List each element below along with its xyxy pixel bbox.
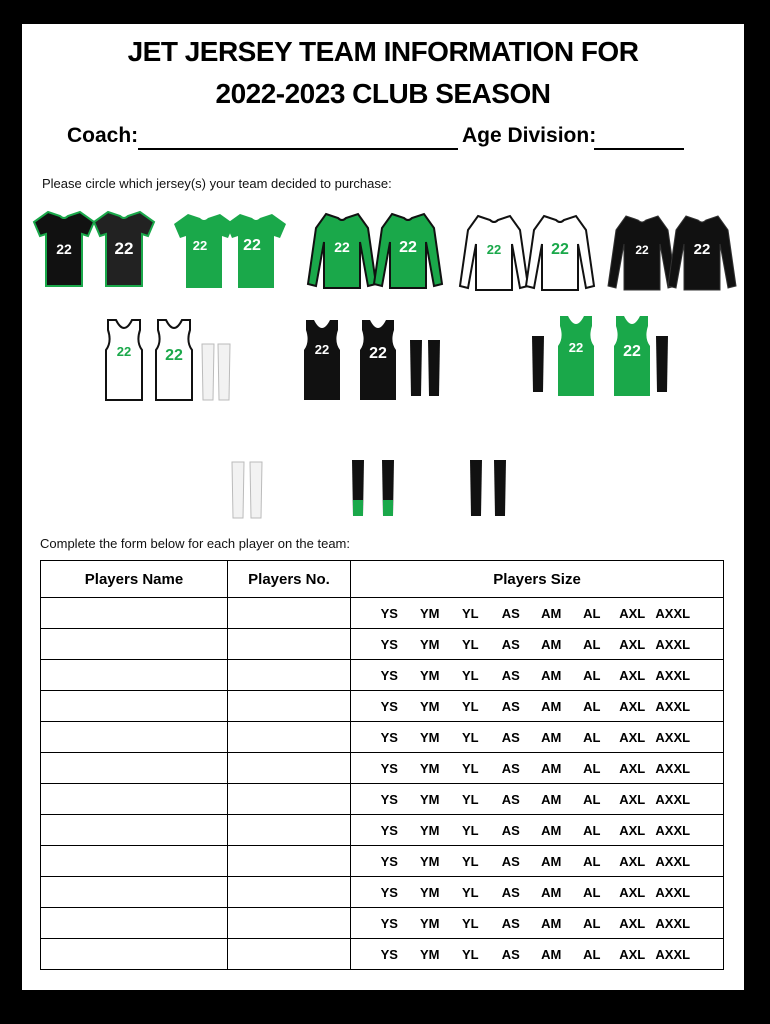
circle-jersey-instruction: Please circle which jersey(s) your team decided to purchase: [42,176,392,191]
size-option[interactable]: AM [541,853,562,869]
size-option[interactable]: AXXL [655,667,691,683]
size-option[interactable]: AXXL [655,946,691,962]
player-size-cell [351,753,724,784]
size-option[interactable]: AXXL [655,729,691,745]
size-option[interactable]: YS [380,667,398,683]
size-option[interactable]: YL [461,884,479,900]
size-option[interactable]: YM [420,946,440,962]
size-option[interactable]: AXL [619,605,646,621]
table-row [41,784,724,815]
sleeve-option-black[interactable] [470,460,506,516]
size-option[interactable]: AL [583,698,601,714]
size-option[interactable]: AS [501,605,520,621]
size-option[interactable]: AM [541,760,562,776]
size-option[interactable]: YM [420,853,440,869]
player-name-cell[interactable] [41,753,228,784]
size-option[interactable]: YM [420,698,440,714]
size-option[interactable]: AL [583,946,601,962]
size-option[interactable]: AXXL [655,791,691,807]
player-size-cell [351,691,724,722]
player-size-cell [351,598,724,629]
size-option[interactable]: AM [541,884,562,900]
sleeve-option-white[interactable] [232,462,262,518]
table-row [41,598,724,629]
size-option[interactable]: YM [420,760,440,776]
svg-text:22: 22 [165,347,183,364]
table-row [41,753,724,784]
player-size-cell [351,877,724,908]
size-option[interactable]: YL [461,729,479,745]
table-row [41,815,724,846]
svg-text:22: 22 [243,237,261,254]
size-option[interactable]: AXL [619,884,646,900]
jersey-option-3[interactable] [308,214,442,288]
size-option[interactable]: AL [583,791,601,807]
svg-text:22: 22 [114,239,134,258]
size-option[interactable]: YL [461,853,479,869]
player-name-cell[interactable] [41,846,228,877]
size-option[interactable]: AL [583,760,601,776]
jersey-options [22,204,744,524]
jersey-option-8[interactable] [532,316,668,396]
player-name-cell[interactable] [41,784,228,815]
size-option[interactable]: YM [420,791,440,807]
player-name-cell[interactable] [41,722,228,753]
size-option[interactable]: YM [420,915,440,931]
size-option[interactable]: AM [541,915,562,931]
player-number-cell[interactable] [228,877,351,908]
table-row [41,660,724,691]
size-option[interactable]: YM [420,636,440,652]
age-division-field[interactable] [594,148,684,150]
player-number-cell[interactable] [228,629,351,660]
size-option[interactable]: AL [583,915,601,931]
player-name-cell[interactable] [41,629,228,660]
size-option[interactable]: YL [461,636,479,652]
jersey-option-5[interactable] [608,216,736,290]
table-row [41,939,724,970]
size-option[interactable]: YL [461,915,479,931]
size-option[interactable]: YL [461,698,479,714]
size-option[interactable]: AS [501,884,520,900]
jersey-option-7[interactable] [304,320,440,400]
svg-text:22: 22 [551,241,569,258]
svg-text:22: 22 [369,345,387,362]
player-name-cell[interactable] [41,598,228,629]
size-option[interactable]: AL [583,822,601,838]
size-option[interactable]: AXXL [655,884,691,900]
size-option[interactable]: AXXL [655,822,691,838]
svg-text:22: 22 [192,238,208,253]
size-option[interactable]: AXXL [655,636,691,652]
player-size-cell [351,846,724,877]
size-option[interactable]: YS [380,946,398,962]
player-name-cell[interactable] [41,877,228,908]
page-title-line2: 2022-2023 CLUB SEASON [215,78,551,109]
size-option[interactable]: AL [583,605,601,621]
player-name-cell[interactable] [41,815,228,846]
size-option[interactable]: AXXL [655,605,691,621]
size-option[interactable]: AXL [619,915,646,931]
player-number-cell[interactable] [228,846,351,877]
size-option[interactable]: AXXL [655,760,691,776]
size-option[interactable]: YL [461,946,479,962]
size-option[interactable]: AM [541,667,562,683]
size-option[interactable]: AXL [619,822,646,838]
table-row [41,877,724,908]
svg-text:22: 22 [635,243,649,257]
size-option[interactable]: YL [461,605,479,621]
size-option[interactable]: YS [380,884,398,900]
svg-text:22: 22 [623,343,641,360]
size-option[interactable]: AM [541,791,562,807]
table-row [41,846,724,877]
player-size-cell [351,908,724,939]
player-size-cell [351,629,724,660]
size-option[interactable]: AL [583,636,601,652]
size-option[interactable]: YS [380,729,398,745]
complete-form-instruction: Complete the form below for each player on the team: [40,536,350,551]
coach-field[interactable] [138,148,458,150]
size-option[interactable]: AM [541,729,562,745]
size-option[interactable]: AS [501,729,520,745]
age-division-label: Age Division: [462,124,597,147]
jersey-number: 22 [56,241,72,257]
size-option[interactable]: YM [420,729,440,745]
player-number-cell[interactable] [228,815,351,846]
size-option[interactable]: YS [380,605,398,621]
size-option[interactable]: AXL [619,636,646,652]
size-option[interactable]: YL [461,822,479,838]
player-number-cell[interactable] [228,598,351,629]
roster-table [40,560,724,970]
size-option[interactable]: AXXL [655,853,691,869]
player-number-cell[interactable] [228,691,351,722]
size-option[interactable]: YS [380,822,398,838]
sleeve-option-black-green[interactable] [352,460,394,516]
size-option[interactable]: AS [501,946,520,962]
player-number-cell[interactable] [228,722,351,753]
player-number-cell[interactable] [228,908,351,939]
size-option[interactable]: AS [501,636,520,652]
size-option[interactable]: AXL [619,760,646,776]
player-size-cell [351,722,724,753]
table-row [41,691,724,722]
player-name-cell[interactable] [41,660,228,691]
table-row [41,722,724,753]
player-size-cell [351,815,724,846]
player-name-cell[interactable] [41,939,228,970]
svg-text:22: 22 [486,242,502,257]
size-option[interactable]: AM [541,946,562,962]
size-option[interactable]: YL [461,667,479,683]
player-number-cell[interactable] [228,660,351,691]
jersey-option-4[interactable] [460,216,594,290]
size-option[interactable]: AXL [619,791,646,807]
svg-text:22: 22 [334,239,350,255]
size-option[interactable]: YL [461,791,479,807]
size-option[interactable]: AXL [619,698,646,714]
size-option[interactable]: AS [501,698,520,714]
column-header-size: Players Size [351,561,724,598]
jersey-option-2[interactable] [174,214,286,288]
jersey-option-1[interactable] [34,212,154,286]
jersey-option-6[interactable] [106,320,230,400]
size-option[interactable]: AXL [619,946,646,962]
player-number-cell[interactable] [228,784,351,815]
player-size-cell [351,660,724,691]
size-option[interactable]: AXXL [655,698,691,714]
size-option[interactable]: AS [501,760,520,776]
page-title-line1: JET JERSEY TEAM INFORMATION FOR [127,36,639,67]
coach-label: Coach: [67,124,139,147]
size-option[interactable]: YS [380,760,398,776]
size-option[interactable]: YM [420,822,440,838]
table-row [41,629,724,660]
size-option[interactable]: AL [583,729,601,745]
player-size-cell [351,784,724,815]
size-option[interactable]: AXL [619,729,646,745]
table-row [41,908,724,939]
size-option[interactable]: AXXL [655,915,691,931]
size-option[interactable]: AL [583,667,601,683]
size-option[interactable]: AM [541,605,562,621]
size-option[interactable]: YM [420,884,440,900]
player-name-cell[interactable] [41,908,228,939]
size-option[interactable]: YS [380,791,398,807]
size-option[interactable]: YS [380,698,398,714]
player-size-cell [351,939,724,970]
size-option[interactable]: YM [420,667,440,683]
svg-text:22: 22 [314,342,330,357]
size-option[interactable]: YL [461,760,479,776]
player-number-cell[interactable] [228,939,351,970]
size-option[interactable]: AL [583,884,601,900]
size-option[interactable]: AS [501,667,520,683]
column-header-number: Players No. [228,561,351,598]
size-option[interactable]: AL [583,853,601,869]
svg-text:22: 22 [116,344,132,359]
size-option[interactable]: AXL [619,667,646,683]
player-name-cell[interactable] [41,691,228,722]
size-option[interactable]: YS [380,915,398,931]
svg-text:22: 22 [693,241,711,258]
size-option[interactable]: AM [541,636,562,652]
column-header-name: Players Name [41,561,228,598]
size-option[interactable]: AM [541,698,562,714]
size-option[interactable]: YS [380,636,398,652]
size-option[interactable]: AS [501,915,520,931]
size-option[interactable]: YS [380,853,398,869]
size-option[interactable]: AS [501,822,520,838]
svg-text:22: 22 [568,340,584,355]
size-option[interactable]: AS [501,853,520,869]
size-option[interactable]: AS [501,791,520,807]
svg-text:22: 22 [399,239,417,256]
form-sheet [22,24,744,990]
size-option[interactable]: YM [420,605,440,621]
size-option[interactable]: AM [541,822,562,838]
player-number-cell[interactable] [228,753,351,784]
size-option[interactable]: AXL [619,853,646,869]
